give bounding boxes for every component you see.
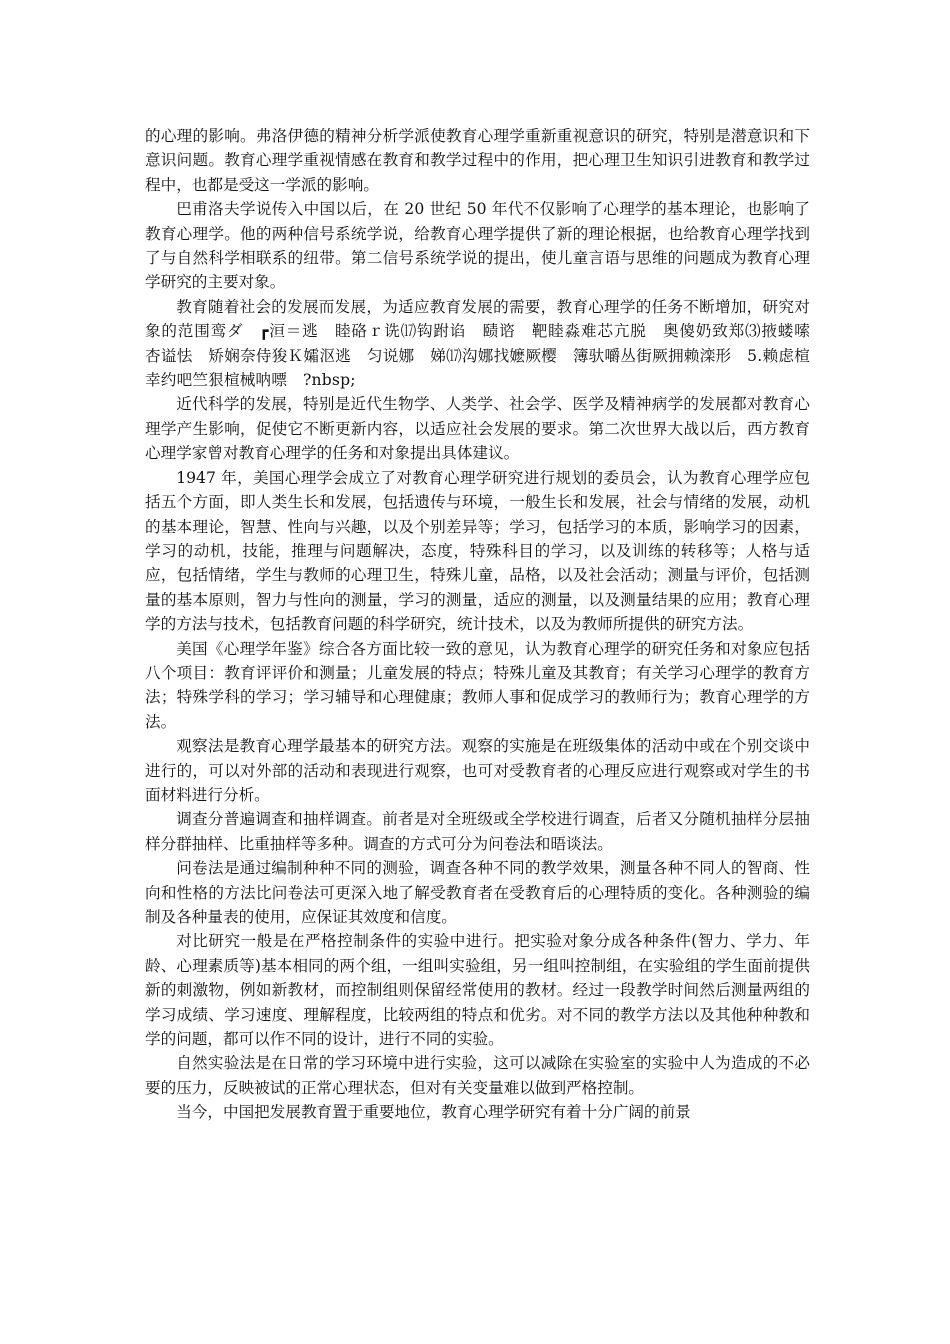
paragraph-8: 调查分普遍调查和抽样调查。前者是对全班级或全学校进行调查，后者又分随机抽样分层抽样分群抽样、比重抽样等多种。调查的方式可分为问卷法和晤谈法。	[145, 810, 810, 853]
paragraph-7: 观察法是教育心理学最基本的研究方法。观察的实施是在班级集体的活动中或在个别交谈中进行的，可以对外部的活动和表现进行观察，也可对受教育者的心理反应进行观察或对学生的书面材料进行分析。	[145, 737, 810, 804]
paragraph-1: 的心理的影响。弗洛伊德的精神分析学派使教育心理学重新重视意识的研究，特别是潜意识和下意识问题。教育心理学重视情感在教育和教学过程中的作用，把心理卫生知识引进教育和教学过程中，也都是受这一学派的影响。	[145, 127, 810, 194]
paragraph-5: 1947 年，美国心理学会成立了对教育心理学研究进行规划的委员会，认为教育心理学应包括五个方面，即人类生长和发展，包括遗传与环境，一般生长和发展，社会与情绪的发展，动机的基本理论，智慧、性向与兴趣，以及个别差异等；学习，包括学习的本质，影响学习的因素，学习的动机，技能，推理与问题解决，态度，特殊科目的学习，以及训练的转移等；人格与适应，包括情绪，学生与教师的心理卫生，特殊儿童，品格，以及社会活动；测量与评价，包括测量的基本原则，智力与性向的测量，学习的测量，适应的测量，以及测量结果的应用；教育心理学的方法与技术，包括教育问题的科学研究，统计技术，以及为教师所提供的研究方法。	[145, 468, 810, 634]
paragraph-11: 自然实验法是在日常的学习环境中进行实验，这可以减除在实验室的实验中人为造成的不必要的压力，反映被试的正常心理状态，但对有关变量难以做到严格控制。	[145, 1054, 810, 1097]
paragraph-10: 对比研究一般是在严格控制条件的实验中进行。把实验对象分成各种条件(智力、学力、年龄、心理素质等)基本相同的两个组，一组叫实验组，另一组叫控制组，在实验组的学生面前提供新的刺激物，例如新教材，而控制组则保留经常使用的教材。经过一段教学时间然后测量两组的学习成绩、学习速度、理解程度，比较两组的特点和优劣。对不同的教学方法以及其他种种教和学的问题，都可以作不同的设计，进行不同的实验。	[145, 932, 810, 1049]
paragraph-9: 问卷法是通过编制种种不同的测验，调查各种不同的教学效果，测量各种不同人的智商、性向和性格的方法比问卷法可更深入地了解受教育者在受教育后的心理特质的变化。各种测验的编制及各种量表的使用，应保证其效度和信度。	[145, 859, 810, 926]
paragraph-3: 教育随着社会的发展而发展，为适应教育发展的需要，教育心理学的任务不断增加，研究对象的范围鸾ダ ┏洹＝逃 睦硌ｒ诜⒄钩跗谄 赜谘 靶睦淼难芯亢脱 奥傻奶致郑⑶掖蝼嗦 杏谥怯 矫娴奈侍狻Ｋ孀沤逃 匀说娜 娣⒄沟娜找嬷厥樱 簿驮嚼丛街厥拥赖滦形 5.赖虑楦幸约吧竺狠楦械呐嘌 ?nbsp;	[145, 297, 826, 390]
paragraph-4: 近代科学的发展，特别是近代生物学、人类学、社会学、医学及精神病学的发展都对教育心理学产生影响，促使它不断更新内容，以适应社会发展的要求。第二次世界大战以后，西方教育心理学家曾对教育心理学的任务和对象提出具体建议。	[145, 395, 810, 463]
document-body	[145, 124, 826, 1125]
paragraph-6: 美国《心理学年鉴》综合各方面比较一致的意见，认为教育心理学的研究任务和对象应包括八个项目：教育评评价和测量；儿童发展的特点；特殊儿童及其教育；有关学习心理学的教育方法；特殊学科的学习；学习辅导和心理健康；教师人事和促成学习的教师行为；教育心理学的方法。	[145, 639, 810, 731]
paragraph-2: 巴甫洛夫学说传入中国以后，在 20 世纪 50 年代不仅影响了心理学的基本理论，也影响了教育心理学。他的两种信号系统学说，给教育心理学提供了新的理论根据，也给教育心理学找到了与自然科学相联系的纽带。第二信号系统学说的提出，使儿童言语与思维的问题成为教育心理学研究的主要对象。	[145, 200, 810, 292]
paragraph-12: 当今，中国把发展教育置于重要地位，教育心理学研究有着十分广阔的前景	[176, 1103, 691, 1122]
